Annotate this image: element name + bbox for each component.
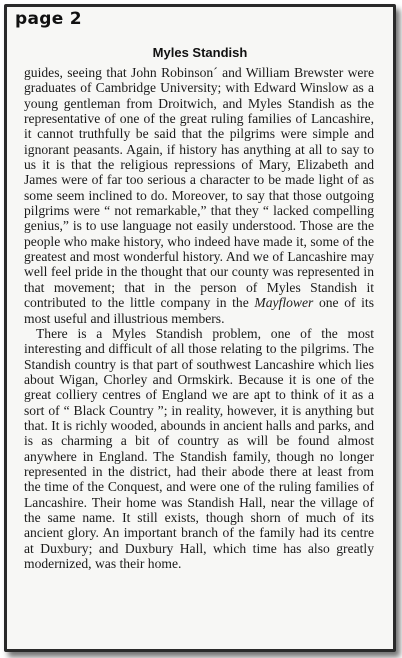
chapter-title: Myles Standish [152,45,248,60]
paragraph-1 [24,65,374,326]
page-label: page 2 [15,9,82,29]
paragraph-2: There is a Myles Standish problem, one of the most interesting and difficult of all those relating to the pilgrims. The Standish country is that part of southwest Lancashire which lies about Wigan, Chorley and Ormskirk. Because it is one of the great colliery centres of England we are apt to think of it as a sort of “ Black Country ”; in reality, however, it is anything but that. It is richly wooded, abounds in ancient halls and parks, and is as charming a bit of country as will be found almost anywhere in England. The Standish family, though no longer represented in the district, had their abode there at least from the time of the Conquest, and were one of the ruling families of Lancashire. Their home was Standish Hall, near the village of the same name. It still exists, though shorn of much of its ancient glory. An important branch of the family had its centre at Duxbury; and Duxbury Hall, which time has also greatly modernized, was their home. [24,325,374,571]
page-frame [4,4,396,652]
ship-name: Mayflower [254,295,314,311]
body-text [24,65,374,571]
paragraph-1-text: guides, seeing that John Robinson´ and William Brewster were graduates of Cambridge University; with Edward Winslow as a young gentleman from Droitwich, and Myles Standish as the representative of one of the great ruling families of Lancashire, it cannot truthfully be said that the pilgrims were simple and ignorant peasants. Again, if history has anything at all to say to us it is that the religious repressions of Mary, Elizabeth and James were of far too serious a character to be made light of as some seem inclined to do. Moreover, to say that those outgoing pilgrims were “ not remarkable,” that they “ lacked compelling genius,” is to use language not easily understood. Those are the people who make history, who indeed have made it, some of the greatest and most wonderful history. And we of Lancashire may well feel pride in the thought that our county was represented in that movement; that in the person of Myles Standish it contributed to the little company in the [24,65,374,311]
paragraph-1-end: one of its most useful and illustrious members. [24,295,374,326]
